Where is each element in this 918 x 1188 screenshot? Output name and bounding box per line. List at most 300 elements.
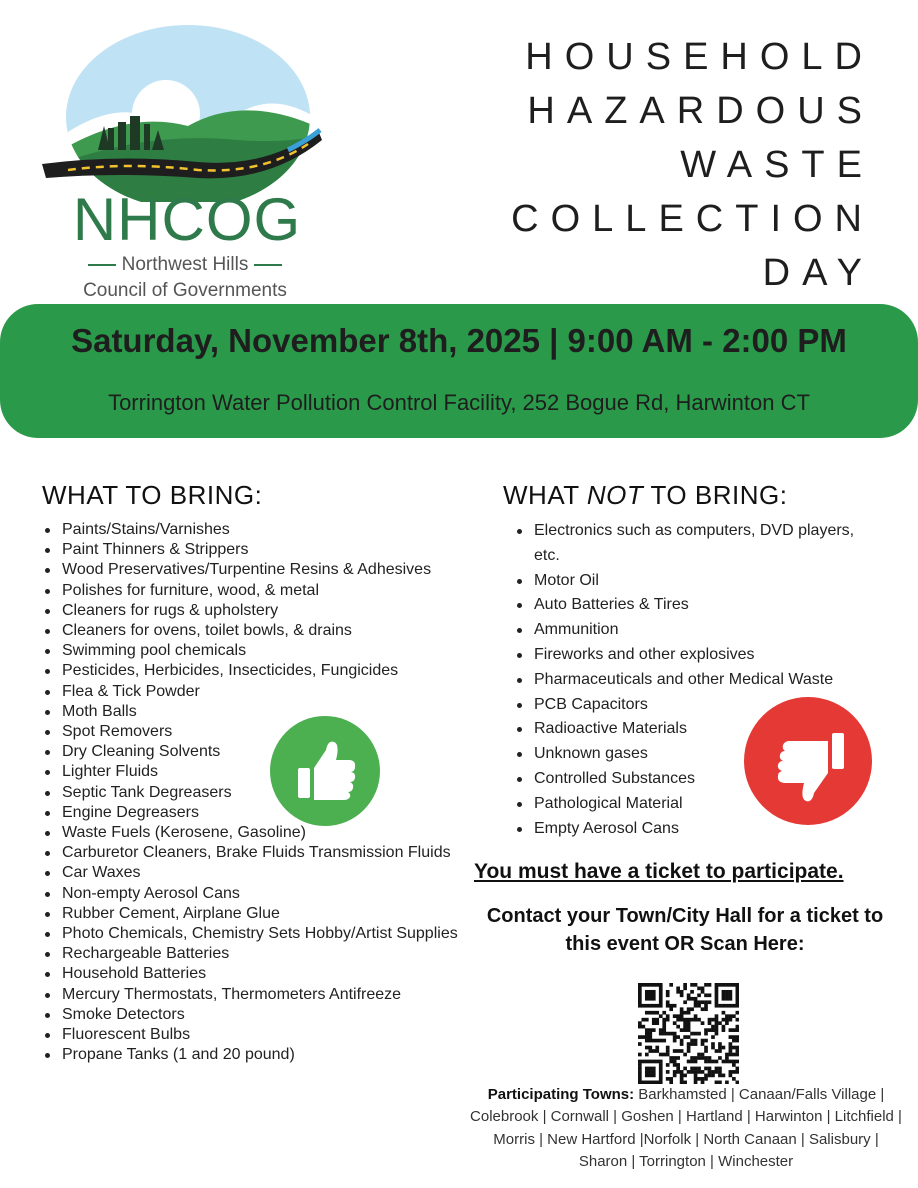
qr-module — [659, 1070, 663, 1074]
towns-list: Barkhamsted | Canaan/Falls Village | Colebrook | Cornwall | Goshen | Hartland | Harwinton | Litchfield | Morris | New Hartford |Norfolk | North Canaan | Salisbury | Sharon | Torrington | Winchester — [470, 1086, 902, 1170]
qr-module — [648, 1004, 652, 1008]
qr-module — [715, 1018, 719, 1022]
qr-module — [736, 1018, 739, 1022]
qr-module — [708, 983, 712, 987]
qr-module — [659, 986, 663, 990]
qr-module — [711, 1035, 715, 1039]
qr-module — [666, 1049, 670, 1053]
qr-module — [652, 1021, 656, 1025]
qr-module — [669, 1056, 673, 1060]
qr-module — [694, 1074, 698, 1078]
qr-module — [687, 1011, 691, 1015]
qr-module — [666, 1004, 670, 1008]
qr-module — [718, 1042, 722, 1046]
logo-wordmark: NHCOG — [72, 186, 302, 253]
qr-module — [648, 983, 652, 987]
qr-module — [729, 997, 733, 1001]
qr-module — [676, 1014, 680, 1018]
qr-module — [736, 993, 739, 997]
list-item: Waste Fuels (Kerosene, Gasoline) — [42, 823, 462, 843]
qr-code-icon[interactable] — [638, 983, 739, 1084]
qr-module — [659, 1067, 663, 1071]
qr-module — [655, 1060, 659, 1064]
qr-module — [708, 1021, 712, 1025]
qr-module — [718, 1046, 722, 1050]
qr-module — [638, 1067, 642, 1071]
qr-module — [701, 1070, 705, 1074]
logo-dash-left — [88, 264, 116, 266]
qr-module — [687, 1070, 691, 1074]
qr-module — [659, 990, 663, 994]
qr-module — [666, 1063, 670, 1067]
qr-module — [687, 1018, 691, 1022]
list-item: Propane Tanks (1 and 20 pound) — [42, 1045, 462, 1065]
qr-module — [708, 1060, 712, 1064]
qr-module — [725, 1060, 729, 1064]
qr-module — [676, 1067, 680, 1071]
qr-module — [645, 1074, 649, 1078]
qr-module — [652, 1049, 656, 1053]
qr-module — [673, 1035, 677, 1039]
qr-module — [704, 1004, 708, 1008]
qr-module — [736, 1004, 739, 1008]
logo-dash-right — [254, 264, 282, 266]
qr-module — [694, 1004, 698, 1008]
qr-module — [725, 990, 729, 994]
thumbs-down-badge — [744, 697, 872, 825]
qr-module — [736, 1025, 739, 1029]
qr-module — [676, 1025, 680, 1029]
list-item: Mercury Thermostats, Thermometers Antifreeze — [42, 985, 462, 1005]
qr-module — [711, 1042, 715, 1046]
qr-module — [697, 986, 701, 990]
qr-module — [655, 1021, 659, 1025]
qr-module — [662, 1032, 666, 1036]
qr-module — [659, 1000, 663, 1004]
qr-module — [648, 1067, 652, 1071]
qr-module — [690, 1039, 694, 1043]
qr-module — [645, 1028, 649, 1032]
qr-module — [680, 993, 684, 997]
qr-module — [680, 1007, 684, 1011]
qr-module — [659, 1004, 663, 1008]
qr-module — [638, 1021, 642, 1025]
qr-module — [690, 990, 694, 994]
qr-module — [655, 983, 659, 987]
qr-module — [694, 1070, 698, 1074]
qr-module — [729, 1060, 733, 1064]
qr-module — [736, 1049, 739, 1053]
qr-module — [652, 990, 656, 994]
qr-module — [638, 1000, 642, 1004]
page-title — [511, 30, 874, 300]
qr-module — [680, 1049, 684, 1053]
qr-module — [669, 1077, 673, 1081]
qr-module — [704, 1046, 708, 1050]
qr-module — [638, 986, 642, 990]
qr-module — [704, 983, 708, 987]
qr-module — [680, 1077, 684, 1081]
what-to-bring-list — [42, 520, 462, 1065]
qr-module — [638, 1060, 642, 1064]
list-item: Ammunition — [514, 618, 884, 643]
qr-module — [704, 1060, 708, 1064]
qr-module — [676, 1070, 680, 1074]
qr-module — [673, 1070, 677, 1074]
heading-emphasis: NOT — [586, 480, 644, 510]
qr-module — [715, 1049, 719, 1053]
qr-module — [708, 993, 712, 997]
qr-module — [648, 1032, 652, 1036]
qr-module — [729, 1053, 733, 1057]
qr-module — [652, 1028, 656, 1032]
qr-module — [725, 1053, 729, 1057]
qr-module — [673, 1074, 677, 1078]
qr-module — [722, 1025, 726, 1029]
qr-module — [708, 1067, 712, 1071]
qr-module — [648, 1039, 652, 1043]
qr-module — [673, 1060, 677, 1064]
qr-module — [673, 1063, 677, 1067]
qr-module — [652, 993, 656, 997]
title-line: HAZARDOUS — [527, 90, 874, 132]
qr-module — [736, 1011, 739, 1015]
qr-module — [641, 983, 645, 987]
qr-module — [736, 1067, 739, 1071]
list-item: Electronics such as computers, DVD players, etc. — [514, 519, 884, 569]
qr-module — [638, 1074, 642, 1078]
title-line: WASTE — [680, 144, 874, 186]
qr-module — [655, 1039, 659, 1043]
qr-module — [687, 1060, 691, 1064]
qr-module — [659, 1014, 663, 1018]
list-item: Fluorescent Bulbs — [42, 1025, 462, 1045]
qr-module — [732, 1060, 736, 1064]
qr-module — [645, 983, 649, 987]
qr-module — [662, 1028, 666, 1032]
qr-module — [680, 1018, 684, 1022]
qr-module — [736, 1035, 739, 1039]
qr-module — [690, 1067, 694, 1071]
qr-module — [725, 1004, 729, 1008]
qr-module — [648, 1028, 652, 1032]
qr-module — [648, 1060, 652, 1064]
qr-module — [704, 1077, 708, 1081]
qr-module — [659, 1053, 663, 1057]
qr-module — [701, 1077, 705, 1081]
qr-module — [701, 1053, 705, 1057]
qr-module — [729, 1046, 733, 1050]
qr-module — [673, 1056, 677, 1060]
qr-module — [645, 1035, 649, 1039]
qr-module — [697, 1077, 701, 1081]
qr-module — [641, 1060, 645, 1064]
qr-module — [718, 1049, 722, 1053]
qr-module — [711, 1018, 715, 1022]
qr-module — [694, 1060, 698, 1064]
ticket-required-notice: You must have a ticket to participate. — [474, 860, 844, 883]
qr-module — [659, 1039, 663, 1043]
qr-module — [725, 1014, 729, 1018]
participating-towns — [470, 1084, 902, 1173]
qr-module — [687, 1046, 691, 1050]
qr-module — [680, 1074, 684, 1078]
thumbs-down-icon — [744, 697, 872, 825]
qr-module — [701, 1021, 705, 1025]
qr-module — [725, 1056, 729, 1060]
qr-module — [736, 1028, 739, 1032]
list-item: Septic Tank Degreasers — [42, 783, 462, 803]
qr-module — [673, 1049, 677, 1053]
qr-module — [715, 1032, 719, 1036]
qr-module — [645, 990, 649, 994]
qr-module — [683, 1000, 687, 1004]
list-item: Dry Cleaning Solvents — [42, 742, 462, 762]
qr-module — [725, 1021, 729, 1025]
qr-module — [715, 990, 719, 994]
qr-module — [676, 986, 680, 990]
qr-module — [659, 1028, 663, 1032]
qr-module — [638, 997, 642, 1001]
logo-subtitle-text1: Northwest Hills — [121, 254, 249, 275]
qr-module — [722, 983, 726, 987]
qr-module — [676, 1035, 680, 1039]
qr-module — [683, 1067, 687, 1071]
qr-module — [645, 997, 649, 1001]
list-item: Moth Balls — [42, 702, 462, 722]
qr-module — [722, 990, 726, 994]
qr-module — [641, 1035, 645, 1039]
qr-module — [732, 983, 736, 987]
qr-module — [715, 1060, 719, 1064]
qr-module — [662, 1053, 666, 1057]
thumbs-up-icon — [270, 716, 380, 826]
qr-module — [638, 993, 642, 997]
qr-module — [694, 1000, 698, 1004]
qr-module — [690, 1018, 694, 1022]
qr-module — [659, 1074, 663, 1078]
qr-module — [729, 993, 733, 997]
qr-module — [732, 1046, 736, 1050]
qr-module — [680, 1011, 684, 1015]
qr-module — [690, 1070, 694, 1074]
qr-module — [638, 1042, 642, 1046]
qr-module — [694, 983, 698, 987]
qr-module — [666, 1070, 670, 1074]
qr-module — [687, 1049, 691, 1053]
qr-module — [645, 1070, 649, 1074]
qr-module — [645, 1053, 649, 1057]
qr-module — [694, 1067, 698, 1071]
qr-module — [729, 1014, 733, 1018]
qr-module — [729, 990, 733, 994]
qr-module — [694, 1032, 698, 1036]
qr-module — [736, 997, 739, 1001]
qr-module — [687, 1035, 691, 1039]
qr-module — [697, 1070, 701, 1074]
qr-module — [666, 993, 670, 997]
qr-module — [669, 1004, 673, 1008]
qr-module — [669, 983, 673, 987]
list-item: Wood Preservatives/Turpentine Resins & Adhesives — [42, 560, 462, 580]
qr-module — [683, 1011, 687, 1015]
list-item: Pesticides, Herbicides, Insecticides, Fungicides — [42, 661, 462, 681]
qr-module — [736, 1053, 739, 1057]
qr-module — [652, 1070, 656, 1074]
qr-module — [652, 997, 656, 1001]
qr-module — [673, 1004, 677, 1008]
list-item: Pharmaceuticals and other Medical Waste — [514, 668, 884, 693]
event-date-time: Saturday, November 8th, 2025 | 9:00 AM - 2:00 PM — [71, 322, 847, 359]
qr-module — [715, 1014, 719, 1018]
qr-module — [652, 1004, 656, 1008]
list-item: Paint Thinners & Strippers — [42, 540, 462, 560]
qr-module — [687, 993, 691, 997]
qr-module — [673, 1021, 677, 1025]
qr-module — [701, 1039, 705, 1043]
qr-module — [718, 1070, 722, 1074]
qr-module — [725, 993, 729, 997]
heading-part: WHAT — [503, 480, 587, 510]
qr-module — [732, 1077, 736, 1081]
qr-module — [662, 1011, 666, 1015]
qr-module — [638, 1025, 642, 1029]
qr-module — [732, 1014, 736, 1018]
qr-module — [694, 1018, 698, 1022]
qr-module — [690, 1042, 694, 1046]
qr-module — [711, 1070, 715, 1074]
title-line: DAY — [762, 252, 874, 294]
qr-module — [645, 993, 649, 997]
list-item: Lighter Fluids — [42, 762, 462, 782]
qr-module — [687, 1042, 691, 1046]
qr-module — [729, 1004, 733, 1008]
list-item: Auto Batteries & Tires — [514, 593, 884, 618]
qr-module — [638, 1063, 642, 1067]
qr-module — [641, 1004, 645, 1008]
qr-module — [666, 1032, 670, 1036]
qr-module — [666, 1077, 670, 1081]
qr-module — [711, 1060, 715, 1064]
qr-module — [732, 1053, 736, 1057]
qr-module — [715, 1021, 719, 1025]
qr-module — [662, 1039, 666, 1043]
qr-module — [732, 1070, 736, 1074]
qr-module — [683, 1074, 687, 1078]
qr-module — [711, 1028, 715, 1032]
qr-module — [708, 1074, 712, 1078]
qr-module — [708, 1028, 712, 1032]
qr-module — [722, 993, 726, 997]
logo-subtitle-line1 — [50, 254, 320, 276]
qr-module — [687, 1028, 691, 1032]
list-item: Rubber Cement, Airplane Glue — [42, 904, 462, 924]
qr-module — [704, 1039, 708, 1043]
list-item: Household Batteries — [42, 964, 462, 984]
qr-module — [648, 993, 652, 997]
qr-module — [683, 1021, 687, 1025]
qr-module — [638, 1035, 642, 1039]
qr-module — [704, 1032, 708, 1036]
qr-module — [736, 1070, 739, 1074]
list-item: Polishes for furniture, wood, & metal — [42, 581, 462, 601]
qr-module — [687, 1025, 691, 1029]
qr-module — [683, 986, 687, 990]
qr-module — [701, 1056, 705, 1060]
qr-module — [704, 993, 708, 997]
qr-module — [736, 986, 739, 990]
list-item: Fireworks and other explosives — [514, 643, 884, 668]
qr-module — [652, 1074, 656, 1078]
qr-module — [690, 997, 694, 1001]
list-item: Non-empty Aerosol Cans — [42, 884, 462, 904]
qr-module — [736, 1060, 739, 1064]
qr-module — [659, 993, 663, 997]
qr-module — [729, 1049, 733, 1053]
qr-module — [708, 1018, 712, 1022]
qr-module — [641, 1018, 645, 1022]
qr-module — [722, 1011, 726, 1015]
qr-module — [694, 1014, 698, 1018]
qr-module — [655, 1018, 659, 1022]
qr-module — [652, 1018, 656, 1022]
qr-module — [715, 997, 719, 1001]
qr-module — [673, 1032, 677, 1036]
qr-module — [638, 1004, 642, 1008]
qr-module — [718, 1056, 722, 1060]
qr-module — [715, 1000, 719, 1004]
list-item: Controlled Substances — [514, 767, 884, 792]
qr-module — [694, 1077, 698, 1081]
qr-module — [697, 1067, 701, 1071]
qr-module — [645, 1004, 649, 1008]
qr-module — [697, 1053, 701, 1057]
qr-module — [676, 1018, 680, 1022]
qr-module — [708, 1070, 712, 1074]
qr-module — [652, 1060, 656, 1064]
qr-module — [715, 1067, 719, 1071]
list-item: Unknown gases — [514, 742, 884, 767]
qr-module — [701, 990, 705, 994]
qr-module — [711, 1074, 715, 1078]
qr-module — [655, 1011, 659, 1015]
list-item: Photo Chemicals, Chemistry Sets Hobby/Artist Supplies — [42, 924, 462, 944]
qr-module — [729, 983, 733, 987]
list-item: Motor Oil — [514, 569, 884, 594]
qr-module — [690, 1056, 694, 1060]
qr-module — [729, 1035, 733, 1039]
qr-module — [655, 1004, 659, 1008]
qr-module — [694, 1042, 698, 1046]
qr-module — [652, 1011, 656, 1015]
qr-module — [736, 1046, 739, 1050]
list-item: Rechargeable Batteries — [42, 944, 462, 964]
qr-module — [729, 1018, 733, 1022]
qr-module — [687, 1007, 691, 1011]
qr-module — [662, 1018, 666, 1022]
qr-module — [680, 1039, 684, 1043]
what-to-bring-heading: WHAT TO BRING: — [42, 480, 263, 510]
qr-module — [722, 1060, 726, 1064]
qr-module — [718, 1067, 722, 1071]
qr-module — [687, 997, 691, 1001]
qr-module — [718, 1021, 722, 1025]
qr-module — [736, 983, 739, 987]
qr-module — [666, 1014, 670, 1018]
qr-module — [659, 983, 663, 987]
qr-module — [722, 997, 726, 1001]
qr-module — [645, 1018, 649, 1022]
